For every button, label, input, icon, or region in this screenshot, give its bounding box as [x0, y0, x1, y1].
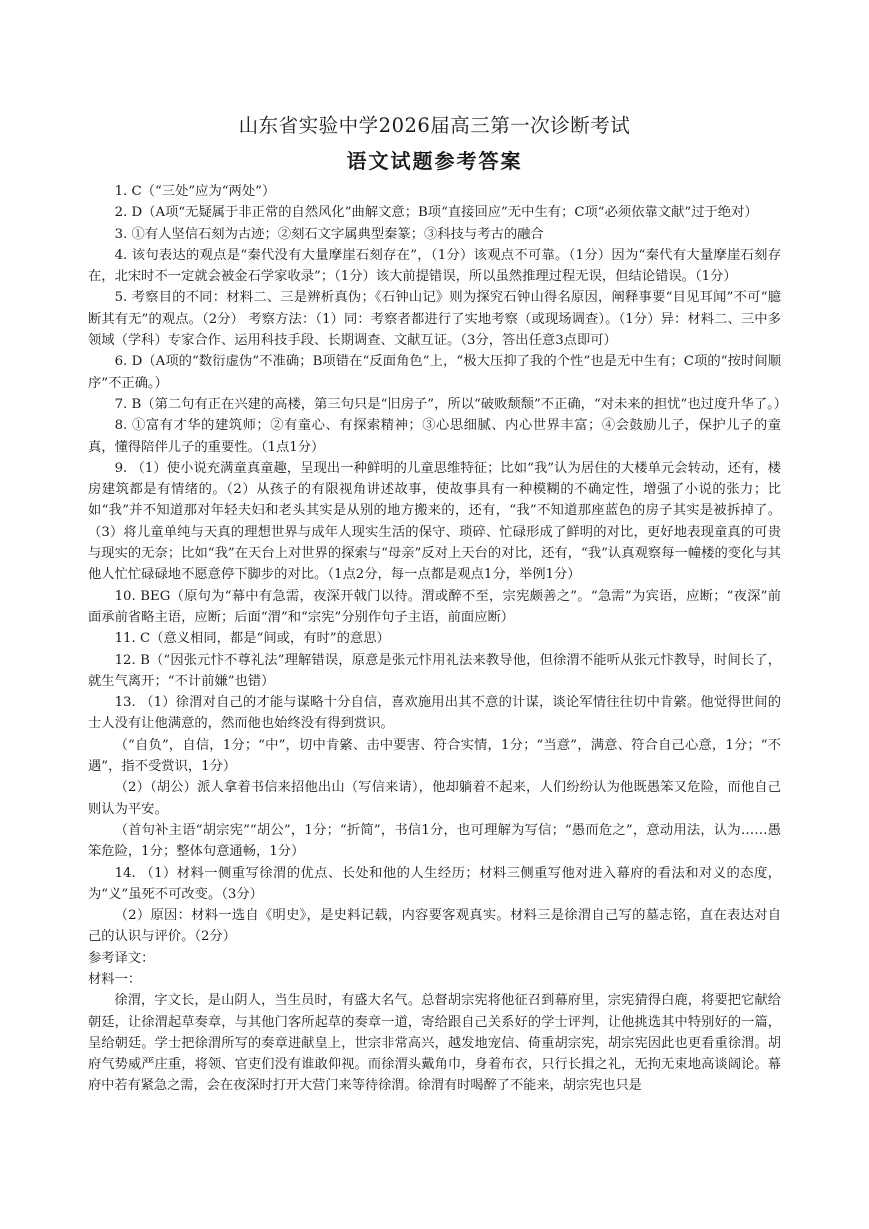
answer-3: 3. ①有人坚信石刻为古迹；②刻石文字属典型秦篆；③科技与考古的融合	[114, 226, 544, 242]
answer-4: 4. 该句表达的观点是“秦代没有大量摩崖石刻存在”，（1分）该观点不可靠。（1分）因为“秦代有大量摩崖石刻存在，北宋时不一定就会被金石学家收录”；（1分）该大前提错误，所以虽然推理过程无误，但结论错误。（1分）	[88, 247, 781, 285]
material-1-translation: 徐渭，字文长，是山阴人，当生员时，有盛大名气。总督胡宗宪将他征召到幕府里，宗宪猜得白鹿，将要把它献给朝廷，让徐渭起草奏章，与其他门客所起草的奏章一道，寄给跟自己关系好的学士评判，让他挑选其中特别好的一篇，呈给朝廷。学士把徐渭所写的奏章进献皇上，世宗非常高兴，越发地宠信、倚重胡宗宪，胡宗宪因此也更看重徐渭。胡府气势威严庄重，将领、官吏们没有谁敢仰视。而徐渭头戴角巾，身着布衣，只行长揖之礼，无拘无束地高谈阔论。幕府中若有紧急之需，会在夜深时打开大营门来等待徐渭。徐渭有时喝醉了不能来，胡宗宪也只是	[88, 993, 781, 1094]
answer-9: 9. （1）使小说充满童真童趣，呈现出一种鲜明的儿童思维特征；比如“我”认为居住的大楼单元会转动，还有，楼房建筑都是有情绪的。（2）从孩子的有限视角讲述故事，使故事具有一种模糊的不确定性，增强了小说的张力；比如“我”并不知道那对年轻夫妇和老头其实是从别的地方搬来的，还有，“我”不知道那座蓝色的房子其实是被拆掉了。（3）将儿童单纯与天真的理想世界与成年人现实生活的保守、琐碎、忙碌形成了鲜明的对比，更好地表现童真的可贵与现实的无奈；比如“我”在天台上对世界的探索与“母亲”反对上天台的对比，还有，“我”认真观察每一幢楼的变化与其他人忙忙碌碌地不愿意停下脚步的对比。（1点2分，每一点都是观点1分，举例1分）	[88, 460, 781, 583]
exam-title: 山东省实验中学2026届高三第一次诊断考试	[238, 114, 631, 137]
answer-key-title: 语文试题参考答案	[346, 149, 523, 173]
answer-8: 8. ①富有才华的建筑师；②有童心、有探索精神；③心思细腻、内心世界丰富；④会鼓励儿子，保护儿子的童真，懂得陪伴儿子的重要性。（1点1分）	[88, 418, 781, 455]
answer-1: 1. C（“三处”应为“两处”）	[114, 184, 276, 199]
answer-13-part2: （2）（胡公）派人拿着书信来招他出山（写信来请），他却躺着不起来，人们纷纷认为他既愚笨又危险，而他自己则认为平安。	[88, 780, 781, 817]
answer-14-part1: 14. （1）材料一侧重写徐渭的优点、长处和他的人生经历；材料三侧重写他对进入幕府的看法和对义的态度，为“义”虽死不可改变。（3分）	[88, 865, 781, 902]
answer-14-part2: （2）原因：材料一选自《明史》，是史料记载，内容要客观真实。材料三是徐渭自己写的墓志铭，直在表达对自己的认识与评价。（2分）	[88, 908, 781, 945]
answer-13-part1: 13. （1）徐渭对自己的才能与谋略十分自信，喜欢施用出其不意的计谋，谈论军情往往切中肯綮。他觉得世间的士人没有让他满意的，然而他也始终没有得到赏识。	[88, 695, 781, 732]
answer-6: 6. D（A项的“数衍虚伪”不准确；B项错在“反面角色”上，“极大压抑了我的个性”也是无中生有；C项的“按时间顺序”不正确。）	[88, 354, 781, 391]
reference-translation-heading: 参考译文：	[88, 950, 155, 966]
answer-body	[88, 181, 788, 1097]
material-1-heading: 材料一：	[88, 971, 142, 987]
answer-2: 2. D（A项“无疑属于非正常的自然风化”曲解文意；B项“直接回应”无中生有；C项“必须依靠文献”过于绝对）	[114, 205, 758, 221]
answer-5: 5. 考察目的不同：材料二、三是辨析真伪；《石钟山记》则为探究石钟山得名原因，阐释事要“目见耳闻”不可“臆断其有无”的观点。（2分） 考察方法：（1）同：考察者都进行了实地考察（或现场调查）。（1分）异：材料二、三中多领域（学科）专家合作、运用科技手段、长期调查、文献互证。（3分，答出任意3点即可）	[88, 290, 781, 349]
answer-10: 10. BEG（原句为“幕中有急需，夜深开戟门以待。渭或醉不至，宗宪颇善之”。“急需”为宾语，应断；“夜深”前面承前省略主语，应断；后面“渭”和“宗宪”分别作句子主语，前面应断）	[88, 588, 781, 625]
answer-13-scoring-1: （“自负”，自信，1分；“中”，切中肯綮、击中要害、符合实情，1分；“当意”，满意、符合自己心意，1分；“不遇”，指不受赏识，1分）	[88, 737, 781, 775]
answer-11: 11. C（意义相同，都是“间或，有时”的意思）	[114, 631, 390, 647]
answer-13-scoring-2: （首句补主语“胡宗宪”“胡公”，1分；“折简”，书信1分，也可理解为写信；“愚而危之”，意动用法，认为……愚笨危险，1分；整体句意通畅，1分）	[88, 822, 781, 860]
answer-7: 7. B（第二句有正在兴建的高楼，第三句只是“旧房子”，所以“破败颓颓”不正确，“对未来的担忧”也过度升华了。）	[114, 396, 788, 412]
answer-12: 12. B（“因张元忭不尊礼法”理解错误，原意是张元忭用礼法来教导他，但徐渭不能听从张元忭教导，时间长了，就生气离开；“不计前嫌”也错）	[88, 652, 781, 689]
